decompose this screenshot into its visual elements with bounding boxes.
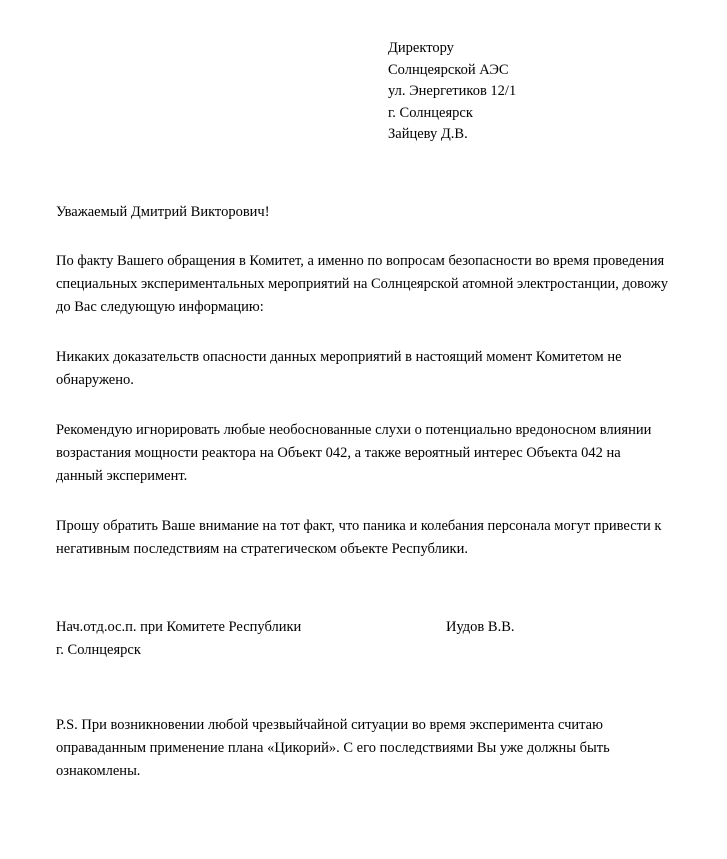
salutation: Уважаемый Дмитрий Викторович!: [56, 203, 270, 220]
addressee-line-3: ул. Энергетиков 12/1: [388, 83, 517, 99]
addressee-line-2: Солнцеярской АЭС: [388, 61, 509, 78]
signature-name: Иудов В.В.: [446, 619, 515, 635]
signature-position: Нач.отд.ос.п. при Комитете Республики: [56, 619, 302, 635]
addressee-line-5: Зайцеву Д.В.: [388, 126, 468, 142]
addressee-block: [388, 38, 671, 146]
signature-city: г. Солнцеярск: [56, 642, 141, 658]
body-paragraph-3: Рекомендую игнорировать любые необоснованные слухи о потенциально вредоносном влиянии возрастания мощности реактора на Объект 042, а также вероятный интерес Объекта 042 на данный эксперимент.: [56, 422, 652, 484]
body-paragraph-1: По факту Вашего обращения в Комитет, а именно по вопросам безопасности во время проведения специальных экспериментальных мероприятий на Солнцеярской атомной электростанции, довожу до Вас следующую информацию:: [56, 253, 669, 315]
postscript: P.S. При возникновении любой чрезвыйчайной ситуации во время эксперимента считаю оправаданным применение плана «Цикорий». С его последствиями Вы уже должны быть ознакомлены.: [56, 717, 610, 779]
addressee-line-4: г. Солнцеярск: [388, 104, 473, 121]
body-paragraph-2: Никаких доказательств опасности данных мероприятий в настоящий момент Комитетом не обнаружено.: [56, 349, 622, 388]
body-paragraph-4: Прошу обратить Ваше внимание на тот факт, что паника и колебания персонала могут привести к негативным последствиям на стратегическом объекте Республики.: [56, 518, 662, 557]
signature-block: [56, 616, 671, 662]
addressee-line-1: Директору: [388, 40, 454, 56]
signature-row: [56, 616, 671, 639]
